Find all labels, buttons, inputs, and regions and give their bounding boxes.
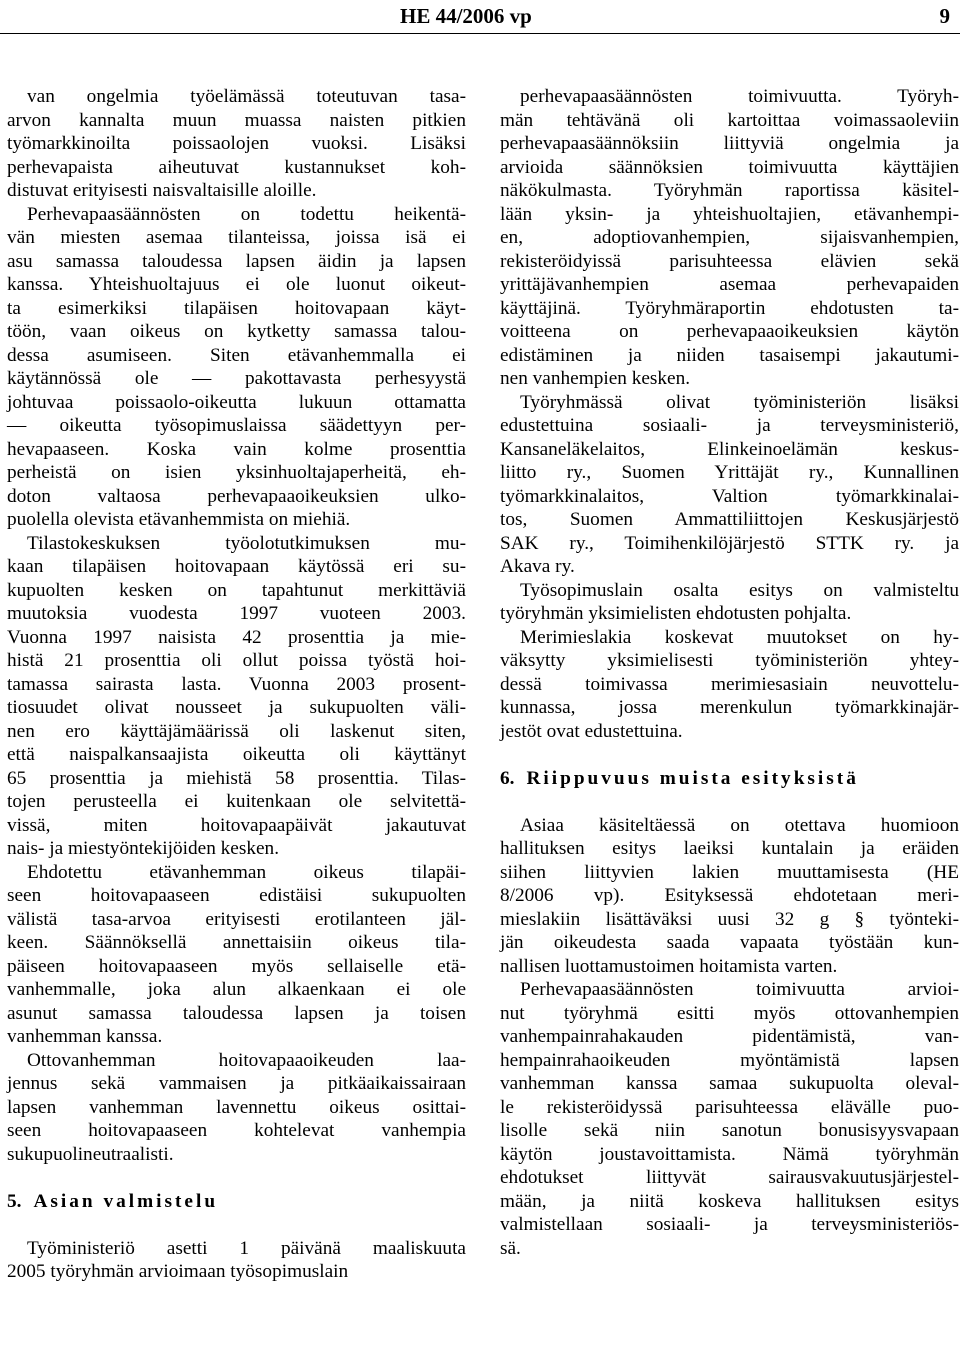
paragraph: [500, 814, 959, 979]
text-line: 65 prosenttia ja miehistä 58 prosenttia. Tilas-: [7, 767, 466, 789]
paragraph: [7, 1237, 466, 1284]
text-line: yrittäjävanhempien asemaa perhevapaiden: [500, 274, 959, 295]
text-line: näkökulmasta. Työryhmän raportissa käsitel-: [500, 180, 959, 201]
text-line: 8/2006 vp). Esityksessä ehdotetaan meri-: [500, 885, 959, 906]
text-line: seen hoitovapaaseen kohtelevat vanhempia: [7, 1120, 466, 1141]
text-line: että naispalkansaajista oikeutta oli käyttänyt: [7, 744, 466, 765]
text-line: voitteena on perhevapaaoikeuksien käytön: [500, 321, 959, 342]
text-line: lapsen vanhemman lavennettu oikeus osittai-: [7, 1096, 466, 1118]
text-line: jestöt ovat edustettuina.: [500, 720, 683, 742]
header-rule: [0, 33, 960, 34]
text-line: johtuvaa poissaolo-oikeutta lukuun ottamatta: [7, 391, 466, 413]
text-line: Perhevapaasäännösten toimivuutta arvioi-: [520, 979, 959, 1000]
text-line: distuvat erityisesti naisvaltaisille aloille.: [7, 180, 317, 201]
text-line: työmarkkinalaitos, Valtion työmarkkinalai-: [500, 485, 959, 507]
text-line: Ottovanhemman hoitovapaaoikeuden laa-: [27, 1049, 466, 1071]
text-line: SAK ry., Toimihenkilöjärjestö STTK ry. ja: [500, 532, 959, 554]
text-line: dessa asumiseen. Siten etävanhemmalla ei: [7, 344, 466, 366]
text-line: töön, vaan oikeus on kytketty samassa talou-: [7, 321, 466, 342]
text-line: hevapaaseen. Koska vain kolme prosenttia: [7, 438, 466, 460]
text-line: Työministeriö asetti 1 päivänä maaliskuuta: [27, 1237, 466, 1259]
text-line: perhevapaasäännöksiin liittyviä ongelmia ja: [500, 133, 959, 154]
text-line: muutoksia vuodesta 1997 vuoteen 2003.: [7, 603, 466, 624]
text-line: sukupuolineutraalisti.: [7, 1143, 174, 1165]
text-line: Perhevapaasäännösten on todettu heikentä-: [27, 203, 466, 225]
paragraph: [500, 626, 959, 744]
paragraph: [500, 85, 959, 391]
text-line: lisolle sekä niin sanotun bonusisyysvapaan: [500, 1120, 959, 1141]
text-line: perhevapaasäännösten toimivuutta. Työryh-: [520, 86, 959, 107]
text-line: arvioida säännöksien toimivuutta käyttäjien: [500, 156, 959, 178]
text-line: Työsopimuslain osalta esitys on valmisteltu: [520, 579, 959, 601]
paragraph: [7, 85, 466, 203]
text-line: tamassa sairasta lasta. Vuonna 2003 prosent-: [7, 673, 466, 695]
text-line: tojen perusteella ei kuitenkaan ole selvitettä-: [7, 791, 466, 812]
text-line: siihen liittyvien lakien muuttamisesta (HE: [500, 861, 959, 883]
text-line: jennus sekä vammaisen ja pitkäaikaissairaan: [7, 1073, 466, 1094]
text-line: tiosuudet olivat nousseet ja sukupuolten väli-: [7, 697, 466, 718]
spacer: [500, 743, 959, 767]
text-line: Asiaa käsiteltäessä on otettava huomioon: [520, 814, 959, 836]
spacer: [7, 1166, 466, 1190]
text-line: vissä, miten hoitovapaapäivät jakautuvat: [7, 814, 466, 836]
text-line: kunnassa, jossa merenkulun työmarkkinajär-: [500, 697, 959, 718]
paragraph: [7, 203, 466, 532]
text-line: vanhempainrahakauden pidentämistä, van-: [500, 1026, 959, 1047]
paragraph: [7, 861, 466, 1049]
text-line: seen hoitovapaaseen edistäisi sukupuolten: [7, 885, 466, 906]
text-line: jän oikeudesta saada vapaata työstään kun-: [500, 932, 959, 953]
text-line: dessä toimivassa merimiesasiain neuvottelu-: [500, 673, 959, 695]
text-line: van ongelmia työelämässä toteutuvan tasa-: [27, 86, 466, 107]
text-line: mieslakiin lisättäväksi uusi 32 g § työnteki-: [500, 908, 959, 930]
paragraph: [500, 978, 959, 1260]
section-number: 6.: [500, 767, 515, 789]
text-line: väksytty yksimielisesti työministeriön yhtey-: [500, 650, 959, 671]
text-line: vän miesten asemaa tilanteissa, joissa isä ei: [7, 227, 466, 248]
text-line: nen vanhempien kesken.: [500, 368, 691, 389]
section-title: Riippuvuus muista esityksistä: [526, 767, 859, 789]
text-line: — oikeutta työsopimuslaissa säädettyyn per-: [7, 415, 466, 436]
text-line: nallisen luottamustoimen hoitamista varten.: [500, 955, 838, 977]
text-line: Työryhmässä olivat työministeriön lisäksi: [520, 391, 959, 413]
spacer: [7, 1213, 466, 1237]
text-line: kanssa. Yhteishuoltajuus ei ole luonut oikeut-: [7, 274, 466, 295]
text-line: Vuonna 1997 naisista 42 prosenttia ja mie-: [7, 626, 466, 648]
text-line: Tilastokeskuksen työolotutkimuksen mu-: [27, 532, 466, 554]
text-line: tos, Suomen Ammattiliittojen Keskusjärjestö: [500, 509, 959, 530]
text-line: ehdotukset liittyvät sairausvakuutusjärjestel-: [500, 1167, 959, 1188]
text-line: histä 21 prosenttia oli ollut poissa työstä hoi-: [7, 650, 466, 671]
text-line: päiseen hoitovapaaseen myös sellaiselle etä-: [7, 955, 466, 977]
text-line: Merimieslakia koskevat muutokset on hy-: [520, 626, 959, 648]
text-line: keen. Säännöksellä annettaisiin oikeus tila-: [7, 932, 466, 953]
text-line: asu samassa taloudessa lapsen äidin ja lapsen: [7, 250, 466, 272]
paragraph: [7, 532, 466, 861]
text-line: rekisteröidyissä parisuhteessa elävien sekä: [500, 250, 959, 272]
page-number: 9: [939, 4, 950, 28]
text-line: mään, ja niitä koskeva hallituksen esitys: [500, 1190, 959, 1212]
text-line: edistäminen ja niiden tasaisempi jakautumi-: [500, 344, 959, 366]
text-line: Kansaneläkelaitos, Elinkeinoelämän keskus-: [500, 438, 959, 460]
text-line: en, adoptiovanhempien, sijaisvanhempien,: [500, 227, 959, 248]
text-line: puolella olevista etävanhemmista on miehiä.: [7, 509, 351, 530]
paragraph: [500, 579, 959, 626]
text-line: hallituksen esitys laeiksi kuntalain ja eräiden: [500, 838, 959, 859]
text-line: välistä tasa-arvoa erityisesti erotilanteen jäl-: [7, 908, 466, 930]
text-line: nut työryhmä esitti myös ottovanhempien: [500, 1002, 959, 1024]
text-line: perhevapaista aiheutuvat kustannukset koh-: [7, 156, 466, 178]
text-line: ta esimerkiksi tilapäisen hoitovapaan käyt-: [7, 297, 466, 319]
paragraph: [7, 1049, 466, 1167]
text-line: arvon kannalta muun muassa naisten pitkien: [7, 109, 466, 131]
text-line: lään yksin- ja yhteishuoltajien, etävanhempi-: [500, 203, 959, 225]
section-title: Asian valmistelu: [33, 1190, 219, 1212]
spacer: [500, 790, 959, 814]
text-line: 2005 työryhmän arvioimaan työsopimuslain: [7, 1261, 349, 1282]
text-line: hempainrahaoikeuden myöntämistä lapsen: [500, 1049, 959, 1071]
text-line: valmistellaan sosiaali- ja terveysministeriös-: [500, 1214, 959, 1235]
text-line: kupuolten kesken on tapahtunut merkittäviä: [7, 579, 466, 601]
section-heading: [7, 1190, 466, 1214]
text-line: liitto ry., Suomen Yrittäjät ry., Kunnallinen: [500, 462, 959, 483]
document-id: HE 44/2006 vp: [400, 4, 532, 28]
text-line: sä.: [500, 1237, 521, 1259]
text-line: män tehtävänä oli kartoittaa voimassaoleviin: [500, 109, 959, 131]
text-line: työmarkkinoilta poissaolojen vuoksi. Lisäksi: [7, 133, 466, 154]
text-line: perheistä on isien yksinhuoltajaperheitä, eh-: [7, 462, 466, 483]
text-line: doton valtaosa perhevapaaoikeuksien ulko-: [7, 485, 466, 507]
text-line: vanhemman kanssa samaa sukupuolta oleval-: [500, 1073, 959, 1094]
text-line: asunut samassa taloudessa lapsen ja toisen: [7, 1002, 466, 1024]
text-line: Ehdotettu etävanhemman oikeus tilapäi-: [27, 861, 466, 883]
text-line: käyttäjinä. Työryhmäraportin ehdotusten ta-: [500, 297, 959, 319]
text-line: käytännössä ole — pakottavasta perhesyystä: [7, 368, 466, 389]
text-line: Akava ry.: [500, 556, 575, 577]
right-column: [500, 85, 959, 1260]
text-line: vanhemman kanssa.: [7, 1026, 163, 1047]
text-line: nen ero käyttäjämäärissä oli laskenut siten,: [7, 720, 466, 742]
section-number: 5.: [7, 1190, 22, 1212]
text-line: le rekisteröidyssä parisuhteessa elävälle puo-: [500, 1096, 959, 1118]
section-heading: [500, 767, 959, 791]
paragraph: [500, 391, 959, 579]
text-line: edustettuina sosiaali- ja terveysministeriö,: [500, 415, 959, 436]
page-header: [0, 0, 960, 34]
text-line: käytön joustavoittamista. Nämä työryhmän: [500, 1143, 959, 1165]
text-line: vanhemmalle, joka alun alkaenkaan ei ole: [7, 979, 466, 1000]
left-column: [7, 85, 466, 1284]
text-line: nais- ja miestyöntekijöiden kesken.: [7, 838, 280, 859]
text-line: työryhmän yksimielisten ehdotusten pohjalta.: [500, 603, 852, 624]
text-line: kaan tilapäisen hoitovapaan käytössä eri su-: [7, 556, 466, 577]
